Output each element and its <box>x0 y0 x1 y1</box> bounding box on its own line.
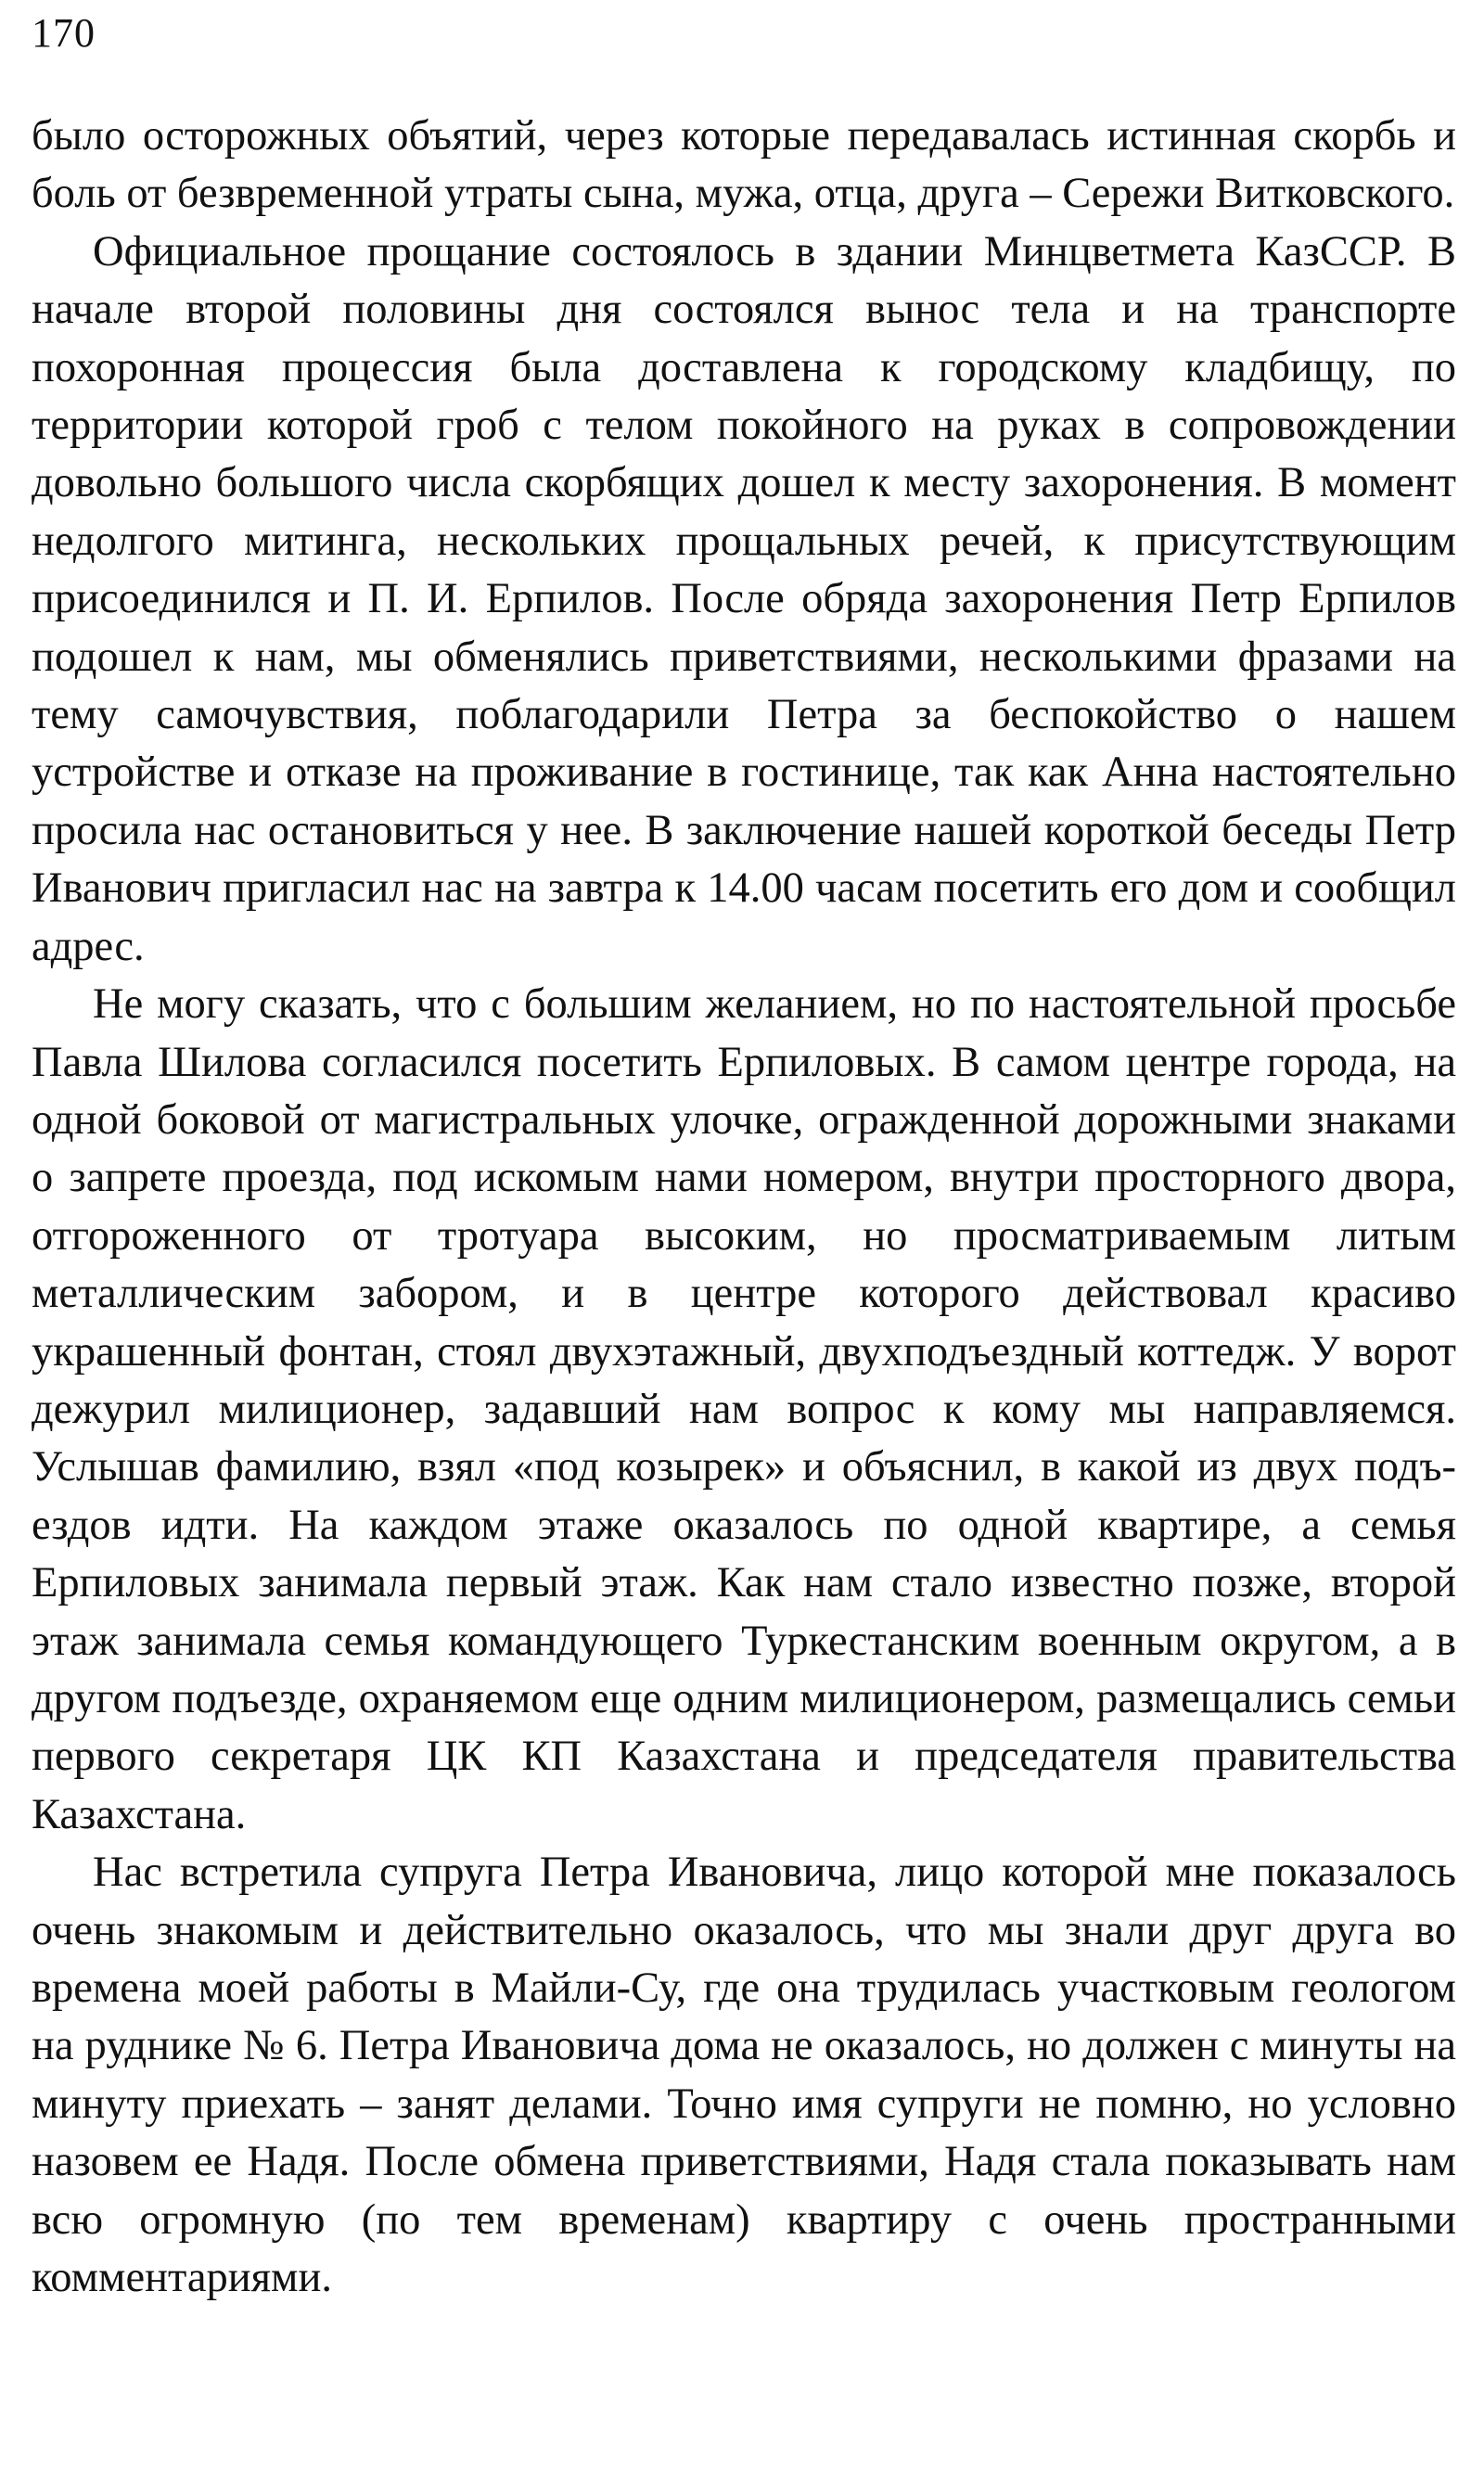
page-number: 170 <box>32 10 96 56</box>
body-text <box>32 108 1456 2307</box>
paragraph-official-farewell: Официальное прощание состоялось в здании Минцветмета КазССР. В начале второй половины дня состоялся вынос тела и на транспорте похоронная процессия была доставлена к городскому кладбищу, по территории которой гроб с телом покойного на руках в сопровождении довольно большого числа скорбящих дошел к месту захоронения. В момент недолгого митинга, нескольких прощальных речей, к присутствующим присоединился и П. И. Ерпилов. После обряда захоронения Петр Ерпилов подошел к нам, мы обменялись приветствиями, несколькими фразами на тему самочувствия, поблагодарили Петра за беспокойство о нашем устройстве и отказе на проживание в гостинице, так как Анна настоятельно просила нас остановиться у нее. В заключение нашей короткой беседы Петр Иванович пригласил нас на завтра к 14.00 часам посетить его дом и сообщил адрес. <box>32 227 1456 970</box>
paragraph-meeting-wife: Нас встретила супруга Петра Ивановича, лицо которой мне показалось очень знакомым и действительно оказалось, что мы знали друг друга во времена моей работы в Майли-Су, где она трудилась участковым геологом на руднике № 6. Петра Ивановича дома не оказалось, но должен с минуты на минуту приехать – занят делами. Точно имя супруги не помню, но условно назовем ее Надя. После обмена приветствиями, Надя стала показывать нам всю огромную (по тем временам) квартиру с очень пространными комментариями. <box>32 1849 1456 2302</box>
paragraph-visit-yerpilovs: Не могу сказать, что с большим желанием, но по настоятельной просьбе Павла Шилова согласился посетить Ерпиловых. В самом центре города, на одной боковой от магистральных улочке, огражденной дорожными знаками о запрете проезда, под искомым нами номером, внутри просторного двора, отгороженного от тротуара высоким, но просматриваемым литым металлическим забором, и в центре которого действовал красиво украшенный фонтан, стоял двухэтажный, двухподъездный коттедж. У ворот дежурил милиционер, задавший нам вопрос к кому мы направляемся. Услышав фамилию, взял «под козырек» и объяснил, в какой из двух подъездов идти. На каждом этаже оказалось по одной квартире, а семья Ерпиловых занимала первый этаж. Как нам стало известно позже, второй этаж занимала семья командующего Туркестанским военным округом, а в другом подъезде, охраняемом еще одним милиционером, размещались семьи первого секретаря ЦК КП Казахстана и председателя правительства Казахстана. <box>32 980 1456 1838</box>
paragraph-continued: было осторожных объятий, через которые передавалась истинная скорбь и боль от безвременной утраты сына, мужа, отца, друга – Сережи Витковского. <box>32 112 1456 218</box>
